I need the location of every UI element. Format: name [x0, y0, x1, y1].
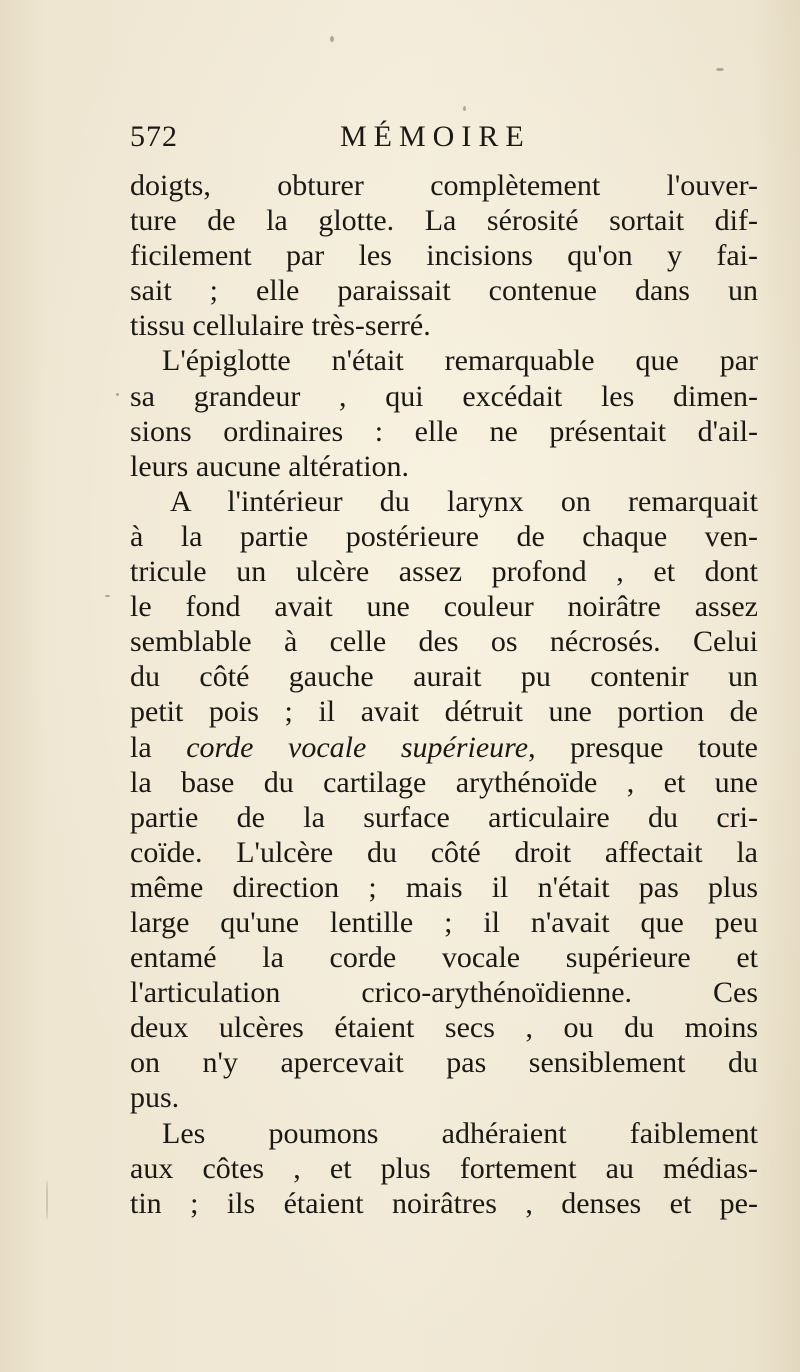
page-number: 572: [130, 120, 178, 153]
text-line: Les poumons adhéraient faiblement: [162, 1116, 758, 1150]
text-line: semblable à celle des os nécrosés. Celui: [130, 625, 758, 659]
text-line: A l'intérieur du larynx on remarquait: [170, 484, 758, 518]
text-line: même direction ; mais il n'était pas plus: [130, 870, 758, 904]
paper-speck: [105, 595, 110, 597]
text-line: sait ; elle paraissait contenue dans un: [130, 274, 758, 308]
text-line: pus.: [130, 1081, 180, 1115]
body-text: [130, 168, 758, 1221]
text-line: du côté gauche aurait pu contenir un: [130, 660, 758, 694]
text-line: coïde. L'ulcère du côté droit affectait la: [130, 835, 758, 869]
text-line: leurs aucune altération.: [130, 449, 410, 483]
paper-speck: [46, 1180, 48, 1220]
paper-speck: [116, 393, 119, 396]
running-title: MÉMOIRE: [340, 120, 531, 153]
text-line: sa grandeur , qui excédait les dimen-: [130, 379, 758, 413]
paper-speck: [463, 106, 466, 111]
text-line: l'articulation crico-arythénoïdienne. Ces: [130, 976, 758, 1010]
text-line: tin ; ils étaient noirâtres , denses et pe-: [130, 1186, 758, 1220]
text-line: aux côtes , et plus fortement au médias-: [130, 1151, 758, 1185]
paper-speck: [716, 68, 724, 71]
text-fragment: la: [130, 730, 187, 764]
text-line: partie de la surface articulaire du cri-: [130, 800, 758, 834]
text-line: à la partie postérieure de chaque ven-: [130, 519, 758, 553]
text-line: doigts, obturer complètement l'ouver-: [130, 169, 758, 202]
text-line: tissu cellulaire très-serré.: [130, 309, 431, 343]
text-line: ture de la glotte. La sérosité sortait dif-: [130, 204, 758, 238]
text-line-with-italic: [130, 730, 758, 765]
text-line: ficilement par les incisions qu'on y fai-: [130, 239, 758, 273]
text-line: on n'y apercevait pas sensiblement du: [130, 1046, 758, 1080]
text-line: L'épiglotte n'était remarquable que par: [162, 344, 758, 378]
text-line: entamé la corde vocale supérieure et: [130, 941, 758, 975]
text-fragment: , presque toute: [528, 730, 758, 764]
text-line: la base du cartilage arythénoïde , et une: [130, 765, 758, 799]
text-line: tricule un ulcère assez profond , et dont: [130, 555, 758, 589]
text-line: le fond avait une couleur noirâtre assez: [130, 590, 758, 624]
page-header: [130, 120, 770, 160]
text-line: petit pois ; il avait détruit une portion de: [130, 695, 758, 729]
text-line: deux ulcères étaient secs , ou du moins: [130, 1011, 758, 1045]
paper-speck: [330, 36, 334, 42]
text-line: sions ordinaires : elle ne présentait d'ail-: [130, 414, 758, 448]
text-line: large qu'une lentille ; il n'avait que peu: [130, 905, 758, 939]
italic-term: corde vocale supérieure: [186, 730, 529, 764]
